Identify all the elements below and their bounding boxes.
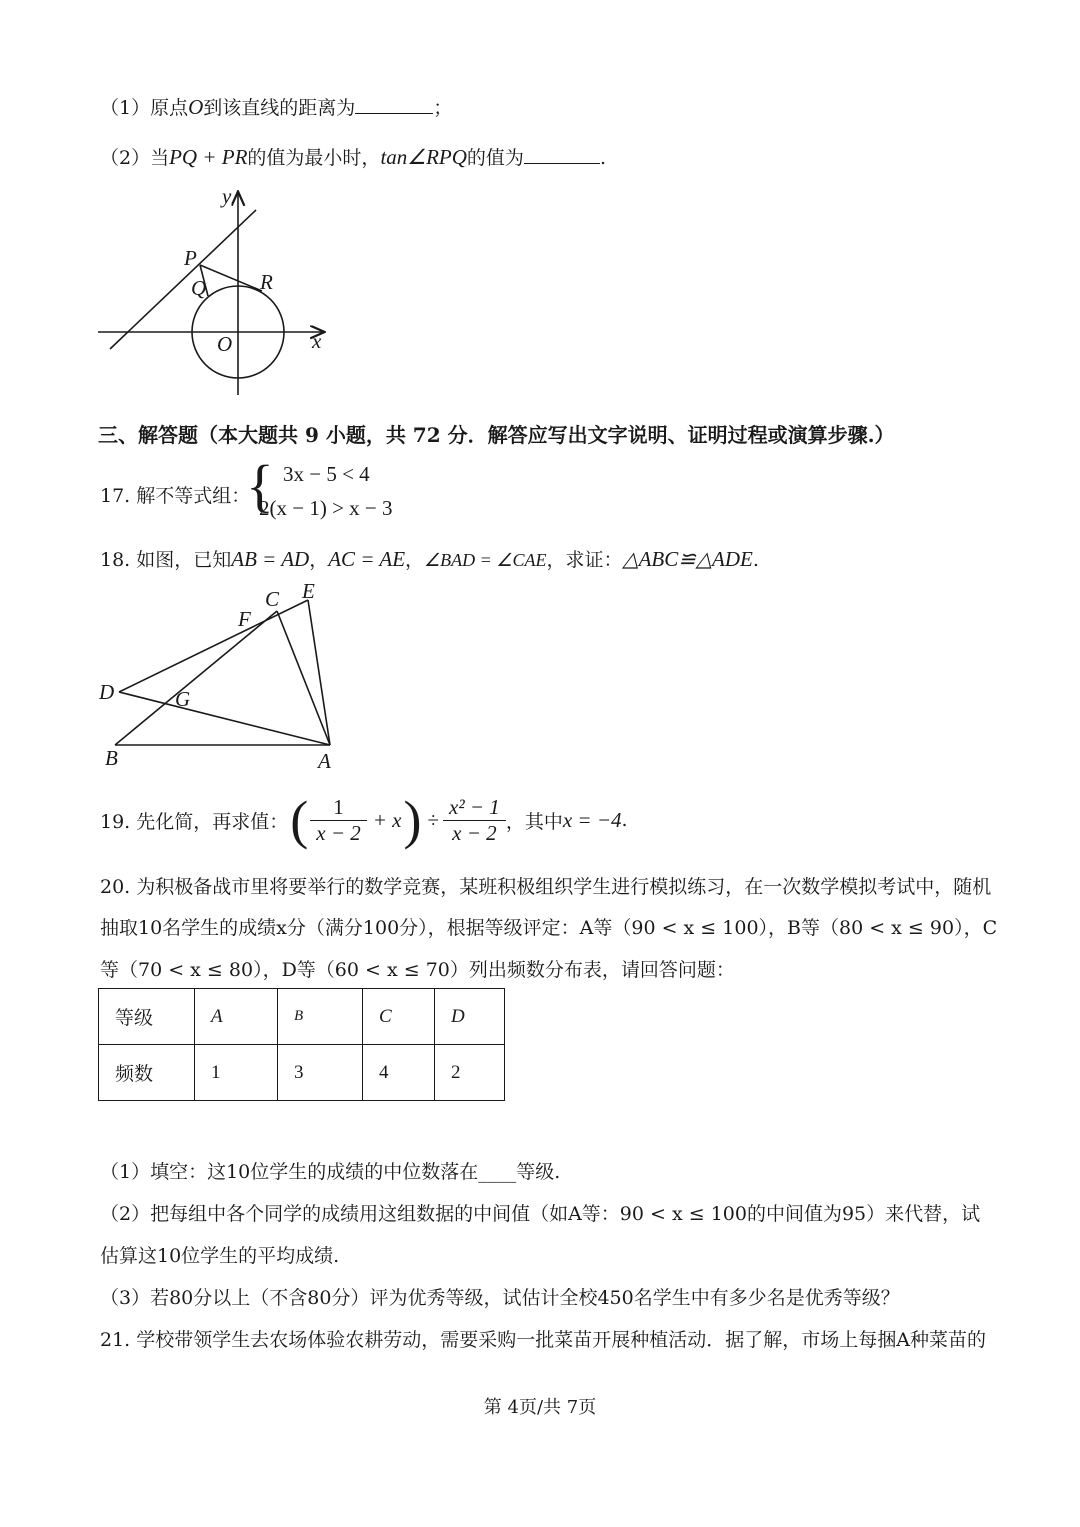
label-Q: Q (191, 276, 207, 300)
q17-inequality-2: 2(x − 1) > x − 3 (259, 496, 393, 520)
label-P: P (184, 246, 197, 270)
label-A: A (318, 749, 331, 773)
label-B: B (105, 746, 118, 770)
segment-EA (308, 600, 330, 745)
table-header-cell: B (278, 989, 363, 1045)
table-header-cell: D (435, 989, 505, 1045)
table-row (99, 1045, 505, 1101)
q20-sub-3: （3）若80分以上（不含80分）评为优秀等级，试估计全校450名学生中有多少名是优秀等级？ (100, 1287, 900, 1309)
q17-label: 17. 解不等式组： (100, 485, 251, 507)
label-C: C (265, 587, 280, 611)
q20-line-2: 抽取10名学生的成绩x分（满分100分），根据等级评定：A等（90 < x ≤ 100），B等（80 < x ≤ 90），C (100, 917, 998, 939)
label-E: E (302, 579, 315, 603)
q16-part1: （1）原点O到该直线的距离为 ； (100, 95, 453, 119)
q20-sub-2b: 估算这10位学生的平均成绩. (100, 1245, 340, 1267)
frequency-table (98, 988, 505, 1101)
table-cell: 4 (363, 1045, 435, 1101)
page-footer: 第 4页/共 7页 (483, 1397, 597, 1418)
label-F: F (238, 607, 251, 631)
q16-part2: （2）当PQ + PR的值为最小时，tan∠RPQ的值为 . (100, 145, 606, 169)
fraction-2: $\frac{\text{x² − 1}}{x - 2}$ (443, 795, 506, 846)
table-cell: 3 (278, 1045, 363, 1101)
label-D: D (99, 680, 115, 704)
fraction-1: $\frac{1}{x - 2}$ (310, 795, 367, 846)
q21-line-1: 21. 学校带领学生去农场体验农耕劳动，需要采购一批菜苗开展种植活动．据了解，市场上每捆A种菜苗的 (100, 1329, 986, 1351)
answer-blank (355, 113, 433, 114)
label-O: O (217, 332, 233, 356)
label-R: R (260, 270, 273, 294)
segment-DA (119, 692, 330, 745)
q20-line-3: 等（70 < x ≤ 80），D等（60 < x ≤ 70）列出频数分布表，请回答问题： (100, 959, 735, 981)
q20-sub-2a: （2）把每组中各个同学的成绩用这组数据的中间值（如A等：90 < x ≤ 100的中间值为95）来代替，试 (100, 1203, 981, 1225)
table-header-cell: C (363, 989, 435, 1045)
table-header-cell: 等级 (99, 989, 195, 1045)
label-G: G (175, 687, 191, 711)
table-header-cell: A (195, 989, 278, 1045)
left-paren: ( (290, 790, 309, 850)
q20-sub-1: （1）填空：这10位学生的成绩的中位数落在____等级. (100, 1161, 561, 1183)
answer-blank (524, 163, 600, 164)
triangle-figure (95, 578, 345, 778)
label-y: y (222, 185, 232, 208)
section-heading: 三、解答题（本大题共 9 小题，共 72 分．解答应写出文字说明、证明过程或演算步骤.） (98, 423, 895, 447)
segment-DE (119, 600, 308, 692)
table-cell: 2 (435, 1045, 505, 1101)
label-x: x (312, 329, 322, 353)
q20-line-1: 20. 为积极备战市里将要举行的数学竞赛，某班积极组织学生进行模拟练习，在一次数学模拟考试中，随机 (100, 876, 992, 898)
brace: { (246, 453, 274, 518)
coordinate-circle-figure (90, 185, 350, 400)
table-cell: 频数 (99, 1045, 195, 1101)
table-cell: 1 (195, 1045, 278, 1101)
q18-statement: 18. 如图，已知AB = AD，AC = AE，∠BAD = ∠CAE，求证：△ABC≌△ADE. (100, 547, 759, 571)
table-row (99, 989, 505, 1045)
right-paren: ) (403, 790, 422, 850)
q17-inequality-1: 3x − 5 < 4 (283, 462, 370, 486)
segment-CA (277, 611, 330, 745)
q19-expression: 19. 先化简，再求值： ( $\frac{1}{x - 2}$ + x ) ÷ $\frac{\text{x² − 1}}{x - 2}$ ，其中 x = −4 . (100, 790, 628, 850)
